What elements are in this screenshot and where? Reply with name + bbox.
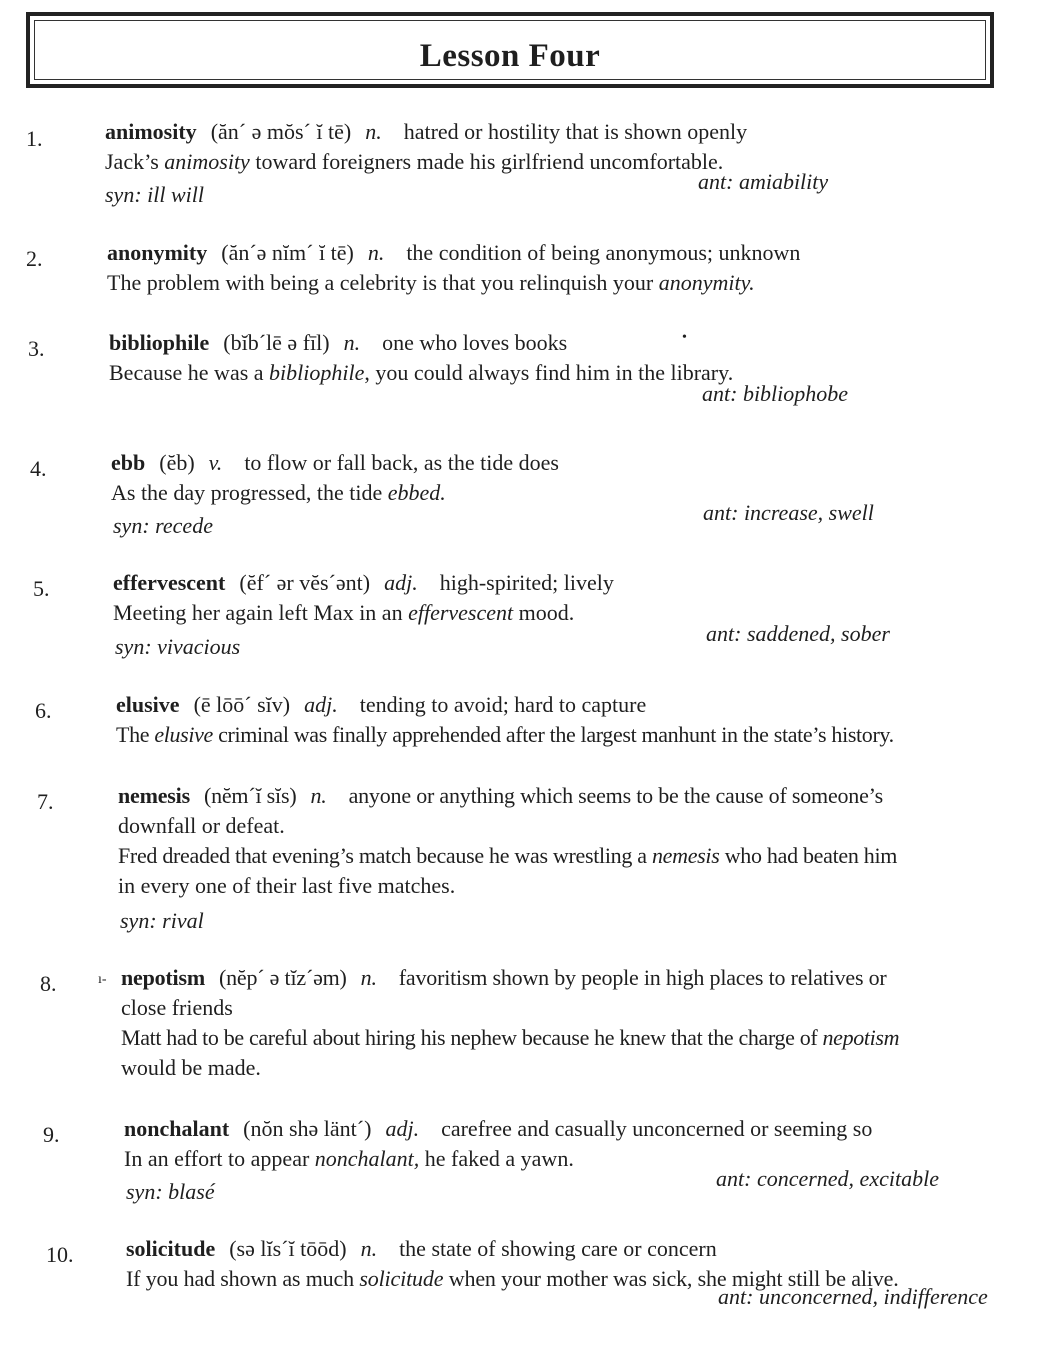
definition: tending to avoid; hard to capture	[359, 692, 647, 717]
example-text: As the day progressed, the tide	[111, 480, 388, 505]
example-text: Matt had to be careful about hiring his nephew because he knew that the charge of	[121, 1025, 823, 1050]
part-of-speech: v.	[208, 450, 223, 475]
antonym: ant: unconcerned, indifference	[718, 1284, 988, 1309]
pronunciation: (nŏn shə länt´)	[243, 1116, 372, 1141]
vocab-entry	[121, 963, 899, 1083]
stray-mark: •	[682, 330, 687, 345]
page-title: Lesson Four	[419, 38, 601, 74]
vocab-entry	[116, 690, 894, 750]
headword: animosity	[105, 119, 197, 144]
example-sentence	[109, 358, 733, 388]
example-text: who had beaten him	[719, 843, 898, 868]
example-text: Jack’s	[105, 149, 165, 174]
synonym: syn: ill will	[105, 182, 204, 207]
headword: nemesis	[118, 783, 190, 808]
part-of-speech: adj.	[385, 1116, 420, 1141]
example-text: , you could always find him in the library.	[364, 360, 734, 385]
part-of-speech: n.	[367, 240, 385, 265]
example-headword: ebbed.	[387, 480, 446, 505]
part-of-speech: n.	[343, 330, 361, 355]
example-text: Meeting her again left Max in an	[113, 600, 409, 625]
synonym: syn: blasé	[126, 1179, 215, 1204]
pronunciation: (sə lĭs´ĭ tōōd)	[229, 1236, 347, 1261]
definition: high-spirited; lively	[439, 570, 614, 595]
headword-line	[118, 781, 897, 811]
example-headword: elusive	[154, 722, 213, 747]
vocab-entry	[113, 568, 614, 628]
definition-continued: close friends	[121, 995, 233, 1020]
definition: to flow or fall back, as the tide does	[244, 450, 559, 475]
pronunciation: (nĕp´ ə tĭz´əm)	[218, 965, 347, 990]
example-text: If you had shown as much	[126, 1266, 360, 1291]
headword-line	[121, 963, 899, 993]
headword: nepotism	[121, 965, 205, 990]
vocab-entry	[111, 448, 559, 508]
entry-number: 1.	[26, 126, 43, 151]
headword: bibliophile	[109, 330, 210, 355]
synonym: syn: recede	[113, 513, 213, 538]
entry-number: 2.	[26, 246, 43, 271]
antonym: ant: bibliophobe	[702, 381, 849, 406]
pronunciation: (ăn´ ə mŏs´ ĭ tē)	[210, 119, 352, 144]
example-text: toward foreigners made his girlfriend uncomfortable.	[249, 149, 724, 174]
definition: carefree and casually unconcerned or seeming so	[441, 1116, 873, 1141]
entry-number: 10.	[46, 1242, 74, 1267]
headword-line	[113, 568, 614, 598]
vocab-entry	[109, 328, 733, 388]
headword: effervescent	[113, 570, 226, 595]
headword-line	[116, 690, 894, 720]
definition: the state of showing care or concern	[399, 1236, 717, 1261]
example-headword: nonchalant,	[314, 1146, 420, 1171]
vocab-entry	[105, 117, 747, 177]
example-text: Fred dreaded that evening’s match because he was wrestling a	[118, 843, 652, 868]
example-continued: would be made.	[121, 1055, 261, 1080]
headword: anonymity	[107, 240, 208, 265]
headword: solicitude	[126, 1236, 216, 1261]
lesson-title-box	[26, 12, 994, 88]
definition: favoritism shown by people in high places to relatives or	[398, 965, 887, 990]
part-of-speech: n.	[360, 965, 377, 990]
pronunciation: (ē lōō´ sĭv)	[193, 692, 291, 717]
example-headword: animosity	[164, 149, 250, 174]
example-headword: nemesis	[651, 843, 720, 868]
pronunciation: (ăn´ə nĭm´ ĭ tē)	[221, 240, 354, 265]
example-headword: solicitude	[359, 1266, 444, 1291]
example-text: when your mother was sick, she might still be alive.	[443, 1266, 899, 1291]
headword: ebb	[111, 450, 146, 475]
pronunciation: (ĕf´ ər vĕs´ənt)	[239, 570, 371, 595]
antonym: ant: saddened, sober	[706, 621, 890, 646]
entry-number: 5.	[33, 576, 50, 601]
part-of-speech: n.	[365, 119, 382, 144]
example-headword: anonymity.	[658, 270, 755, 295]
definition: one who loves books	[382, 330, 568, 355]
example-headword: nepotism	[822, 1025, 900, 1050]
example-sentence	[111, 478, 559, 508]
antonym: ant: amiability	[698, 169, 829, 194]
example-sentence	[107, 268, 800, 298]
pronunciation: (nĕm´ĭ sĭs)	[203, 783, 297, 808]
entry-number: 7.	[37, 789, 54, 814]
part-of-speech: n.	[310, 783, 327, 808]
part-of-speech: adj.	[304, 692, 338, 717]
definition: anyone or anything which seems to be the cause of someone’s	[348, 783, 883, 808]
example-text: mood.	[513, 600, 575, 625]
example-continued: in every one of their last five matches.	[118, 873, 456, 898]
part-of-speech: n.	[360, 1236, 378, 1261]
antonym: ant: increase, swell	[703, 500, 874, 525]
entry-number: 3.	[28, 336, 45, 361]
definition: hatred or hostility that is shown openly	[403, 119, 748, 144]
entry-number: 8.	[40, 971, 57, 996]
stray-mark: ı-	[98, 972, 107, 987]
example-sentence	[121, 1023, 899, 1053]
example-text: The	[116, 722, 155, 747]
headword-line	[109, 328, 733, 358]
example-text: criminal was finally apprehended after the largest manhunt in the state’s history.	[212, 722, 894, 747]
definition-continued: downfall or defeat.	[118, 813, 285, 838]
entry-number: 9.	[43, 1122, 60, 1147]
entry-number: 4.	[30, 456, 47, 481]
headword-line	[124, 1114, 872, 1144]
example-text: he faked a yawn.	[419, 1146, 574, 1171]
headword-line	[105, 117, 747, 147]
synonym: syn: rival	[120, 908, 204, 933]
example-sentence	[118, 841, 897, 871]
example-text: Because he was a	[109, 360, 270, 385]
headword-line	[107, 238, 800, 268]
example-text: In an effort to appear	[124, 1146, 315, 1171]
example-sentence	[113, 598, 614, 628]
pronunciation: (bĭb´lē ə fīl)	[223, 330, 330, 355]
pronunciation: (ĕb)	[159, 450, 195, 475]
headword: nonchalant	[124, 1116, 230, 1141]
example-sentence	[116, 720, 894, 750]
definition: the condition of being anonymous; unknown	[406, 240, 801, 265]
vocab-entry	[124, 1114, 872, 1174]
example-headword: effervescent	[408, 600, 514, 625]
part-of-speech: adj.	[384, 570, 418, 595]
vocab-entry	[118, 781, 897, 901]
headword: elusive	[116, 692, 180, 717]
synonym: syn: vivacious	[115, 634, 241, 659]
antonym: ant: concerned, excitable	[716, 1166, 939, 1191]
headword-line	[111, 448, 559, 478]
headword-line	[126, 1234, 899, 1264]
example-headword: bibliophile	[269, 360, 365, 385]
entry-number: 6.	[35, 698, 52, 723]
vocab-entry	[107, 238, 800, 298]
example-text: The problem with being a celebrity is that you relinquish your	[107, 270, 659, 295]
example-sentence	[105, 147, 747, 177]
